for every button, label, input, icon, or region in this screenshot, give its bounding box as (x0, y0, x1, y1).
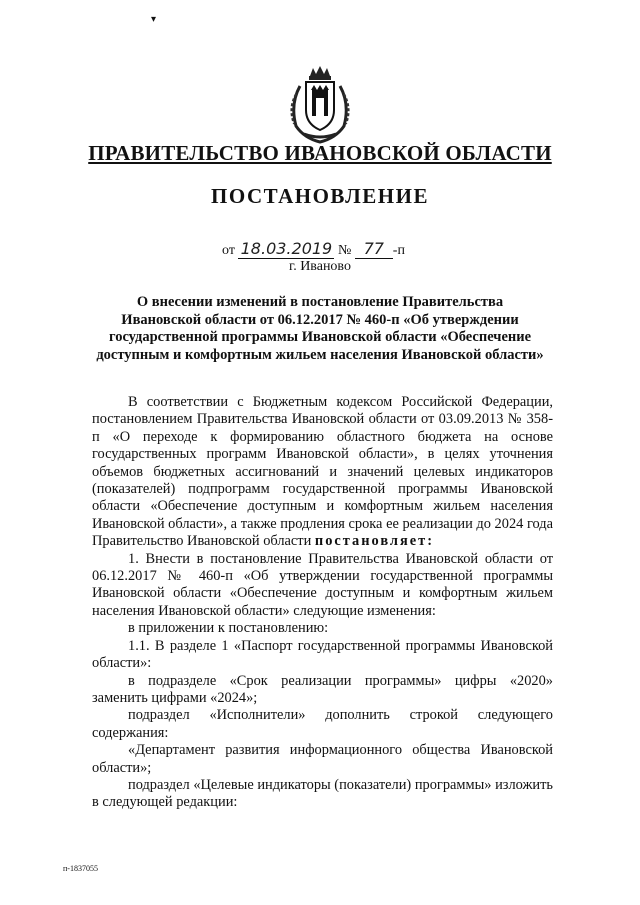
paragraph-1: 1. Внести в постановление Правительства Ивановской области от 06.12.2017 № 460-п «Об утверждении государственной программы Ивановской области «Обеспечение доступным и комфортным жильем населения Ивановской области» следующие изменения: (92, 550, 553, 619)
paragraph-4: в подразделе «Срок реализации программы» цифры «2020» заменить цифрами «2024»; (92, 672, 553, 706)
paragraph-5: подраздел «Исполнители» дополнить строкой следующего содержания: (92, 707, 553, 741)
paragraph-2: в приложении к постановлению: (128, 620, 329, 637)
heading-line: Ивановской области от 06.12.2017 № 460-п «Об утверждении (121, 311, 519, 328)
document-type: ПОСТАНОВЛЕНИЕ (211, 184, 429, 208)
resolves-word: постановляет: (314, 533, 435, 550)
margin-tick-mark: ▾ (151, 14, 157, 25)
paragraph-3: 1.1. В разделе 1 «Паспорт государственной программы Ивановской области»: (92, 637, 553, 672)
paragraph-7: подраздел «Целевые индикаторы (показатели) программы» изложить в следующей редакции: (92, 776, 553, 811)
preamble-paragraph (92, 394, 553, 551)
heading-line: доступным и комфортным жильем населения Ивановской области» (96, 346, 544, 363)
government-title: ПРАВИТЕЛЬСТВО ИВАНОВСКОЙ ОБЛАСТИ (88, 141, 552, 165)
number-value: 77 (355, 240, 393, 259)
document-body (92, 394, 553, 812)
heading-line: О внесении изменений в постановление Правительства (136, 294, 504, 310)
number-sign: № (337, 243, 352, 258)
heading-line: государственной программы Ивановской области «Обеспечение (108, 329, 532, 345)
city-name: г. Иваново (289, 259, 351, 274)
coat-of-arms-icon (286, 64, 354, 144)
preamble-text: В соответствии с Бюджетным кодексом Российской Федерации, постановлением Правительства Ивановской области от 03.09.2013 № 358-п «О переходе к формированию областного бюджета на основе государственных программ Ивановской области», в целях уточнения объемов бюджетных ассигнований и значений целевых индикаторов (показателей) подпрограмм государственной программы Ивановской области «Обеспечение доступным и комфортным жильем населения Ивановской области», а также продления срока ее реализации до 2024 года Правительство Ивановской области (92, 394, 553, 550)
resolution-heading (95, 294, 545, 364)
footer-code: п-1837055 (63, 864, 98, 873)
number-suffix: -п (392, 243, 405, 258)
date-value: 18.03.2019 (238, 240, 334, 259)
date-prefix: от (222, 243, 235, 258)
paragraph-6: «Департамент развития информационного общества Ивановской области»; (92, 742, 553, 776)
